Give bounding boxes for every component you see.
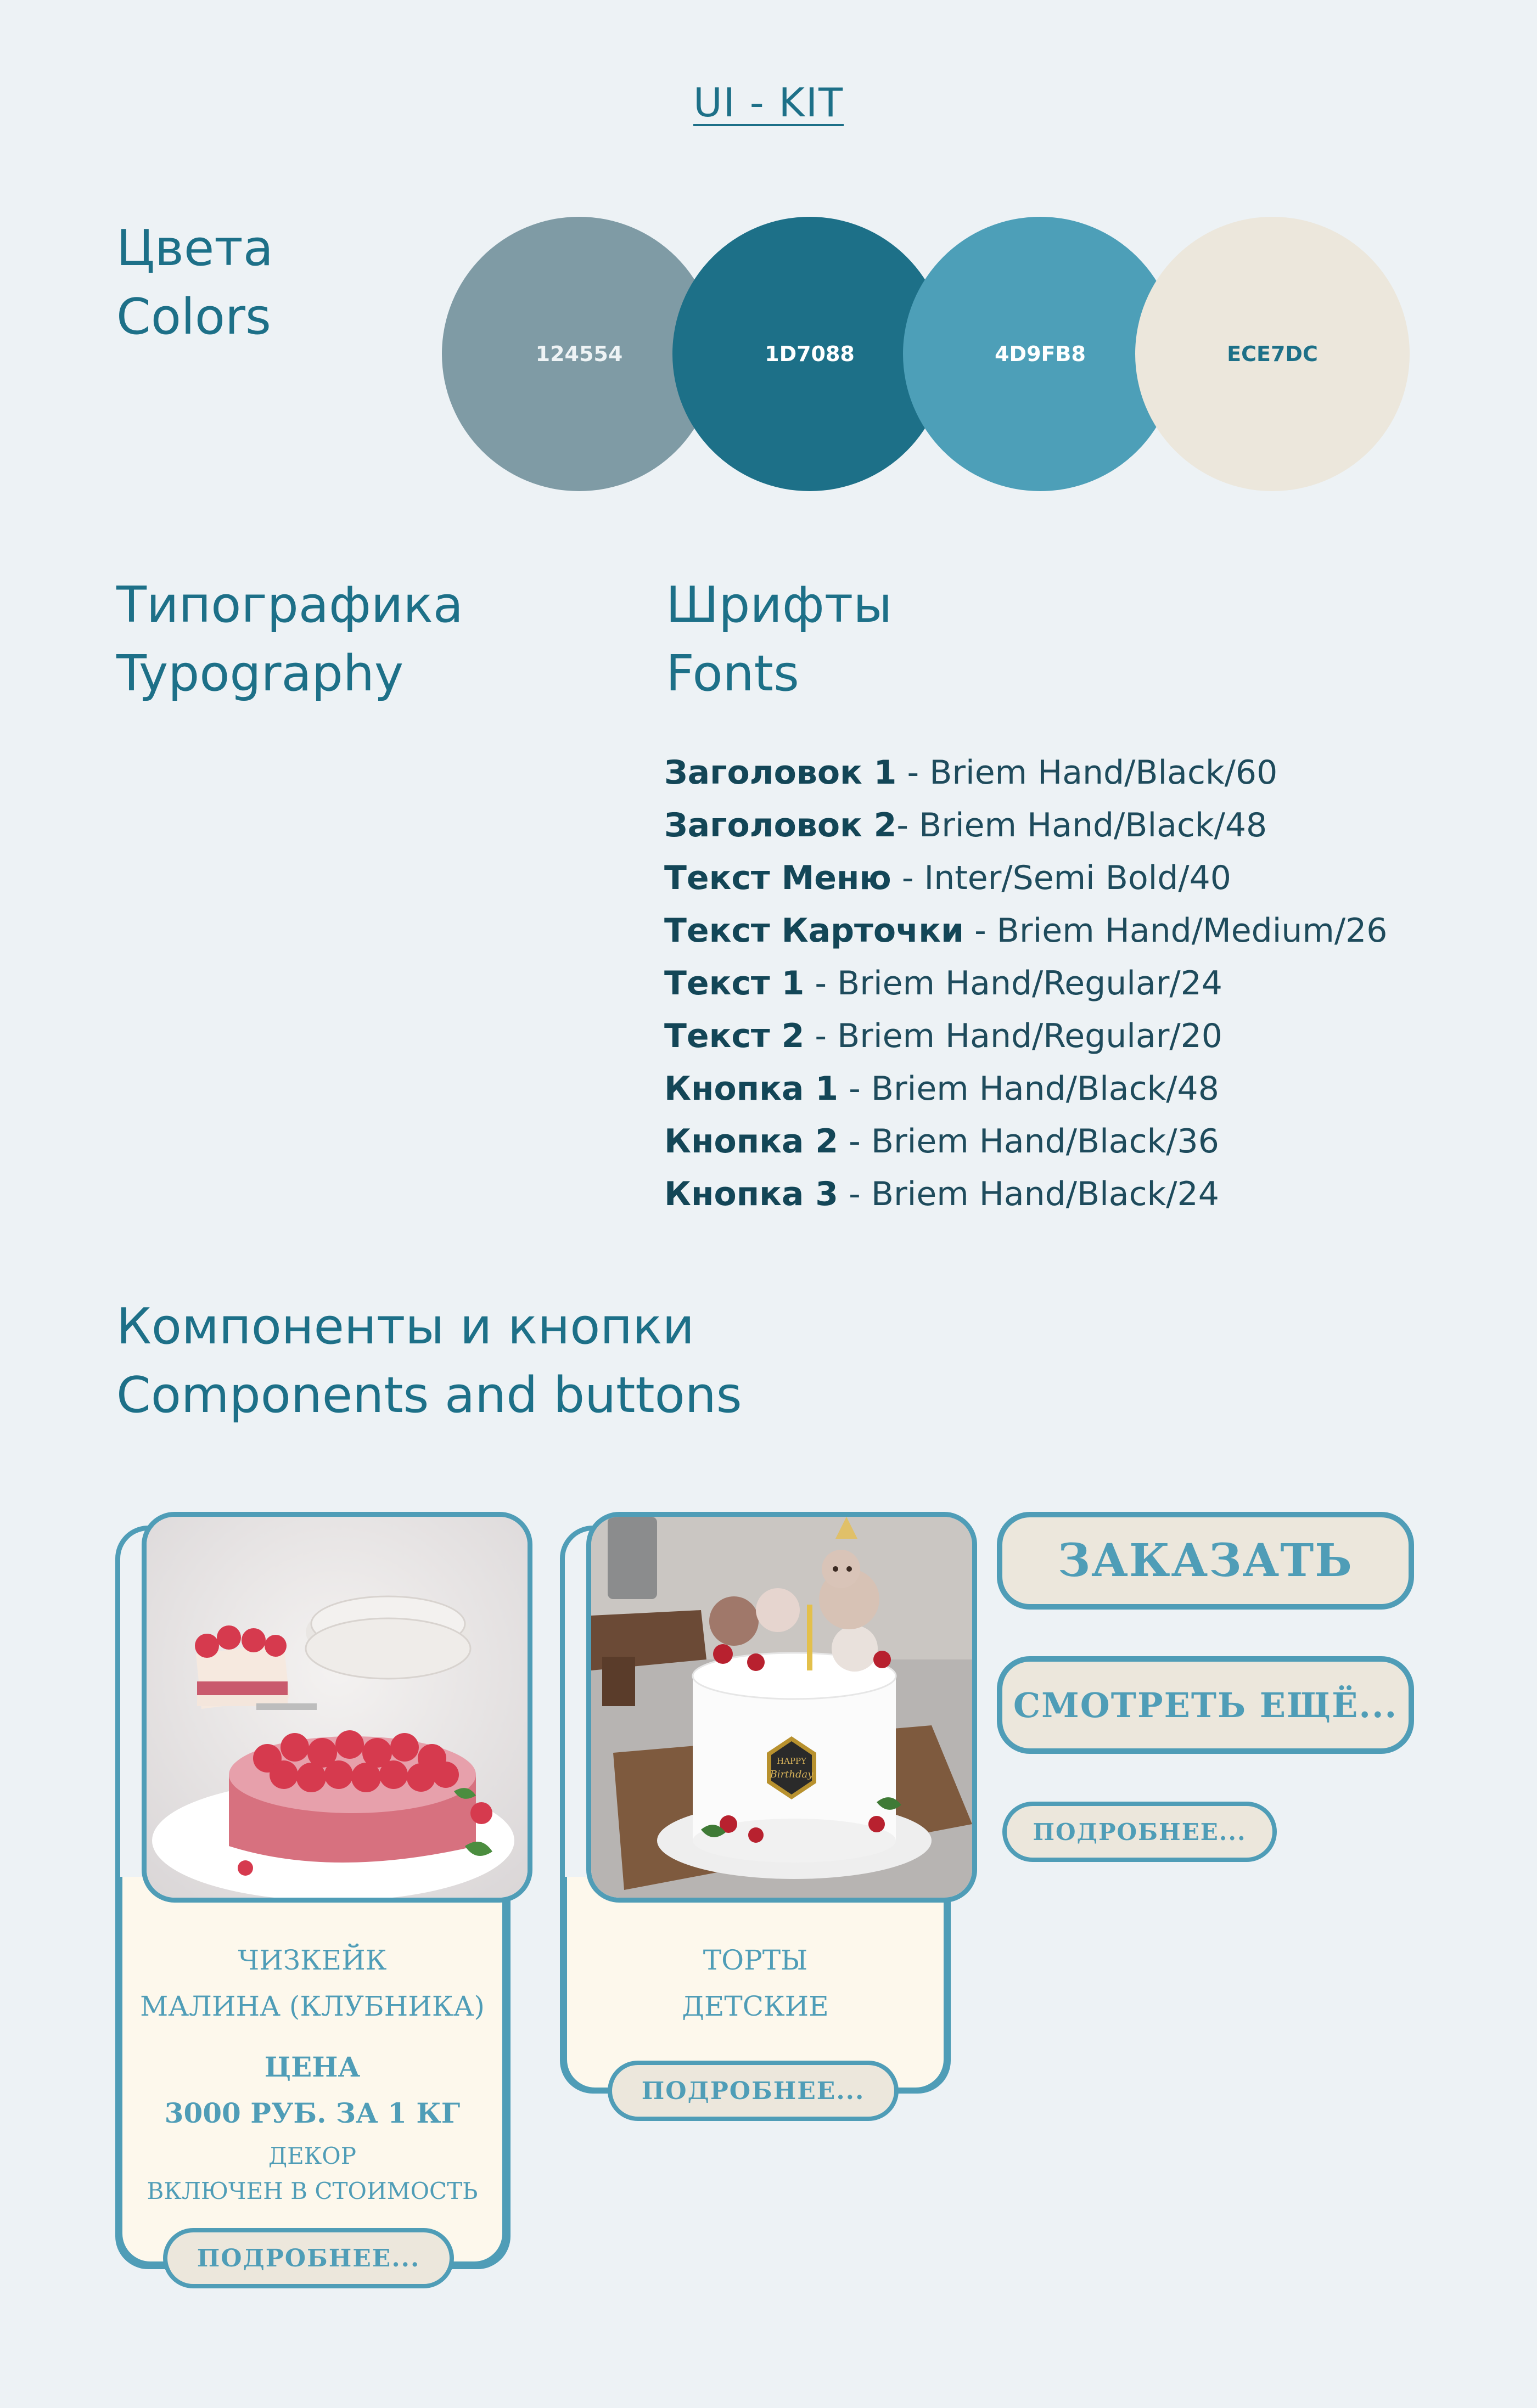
font-spec-row: Кнопка 1 - Briem Hand/Black/48 [664,1070,1219,1108]
fonts-heading: Шрифты Fonts [666,576,893,702]
color-swatch-124554: 124554 [442,217,716,491]
color-swatch-1d7088: 1D7088 [672,217,947,491]
card-note: ВКЛЮЧЕН В СТОИМОСТЬ [147,2178,478,2204]
cheesecake-photo [142,1512,532,1903]
font-spec-row: Заголовок 2- Briem Hand/Black/48 [664,806,1267,845]
card-title: МАЛИНА (КЛУБНИКА) [140,1990,485,2022]
colors-heading: Цвета Colors [116,220,273,346]
font-spec-row: Кнопка 2 - Briem Hand/Black/36 [664,1122,1219,1161]
card-title: ДЕТСКИЕ [682,1990,829,2022]
card-details-button[interactable]: ПОДРОБНЕЕ... [163,2228,454,2288]
card-title: ТОРТЫ [703,1944,808,1976]
details-button[interactable]: ПОДРОБНЕЕ... [1002,1802,1277,1862]
kids-cake-photo [586,1512,977,1903]
card-details-button[interactable]: ПОДРОБНЕЕ... [608,2061,899,2121]
see-more-button[interactable]: СМОТРЕТЬ ЕЩЁ... [997,1656,1414,1754]
typography-heading: Типографика Typography [116,576,463,702]
font-spec-row: Текст 1 - Briem Hand/Regular/24 [664,964,1222,1003]
order-button[interactable]: ЗАКАЗАТЬ [997,1512,1414,1610]
font-spec-row: Текст Меню - Inter/Semi Bold/40 [664,859,1231,897]
product-card-cheesecake[interactable] [117,1877,507,2266]
color-swatch-ece7dc: ECE7DC [1135,217,1410,491]
cake-topper-text: Birthday [770,1769,814,1780]
card-price-value: 3000 РУБ. ЗА 1 КГ [164,2097,461,2129]
components-heading: Компоненты и кнопки Components and buttons [116,1298,742,1424]
page-title: UI - KIT [693,80,844,126]
font-spec-row: Кнопка 3 - Briem Hand/Black/24 [664,1175,1219,1213]
card-title: ЧИЗКЕЙК [238,1944,387,1976]
font-spec-row: Заголовок 1 - Briem Hand/Black/60 [664,753,1278,792]
font-spec-row: Текст Карточки - Briem Hand/Medium/26 [664,912,1388,950]
cake-topper-text: HAPPY [776,1756,807,1766]
card-price-label: ЦЕНА [264,2051,361,2083]
font-spec-list [664,746,1387,1220]
card-note: ДЕКОР [268,2142,356,2169]
font-spec-row: Текст 2 - Briem Hand/Regular/20 [664,1017,1222,1055]
color-swatch-4d9fb8: 4D9FB8 [903,217,1177,491]
